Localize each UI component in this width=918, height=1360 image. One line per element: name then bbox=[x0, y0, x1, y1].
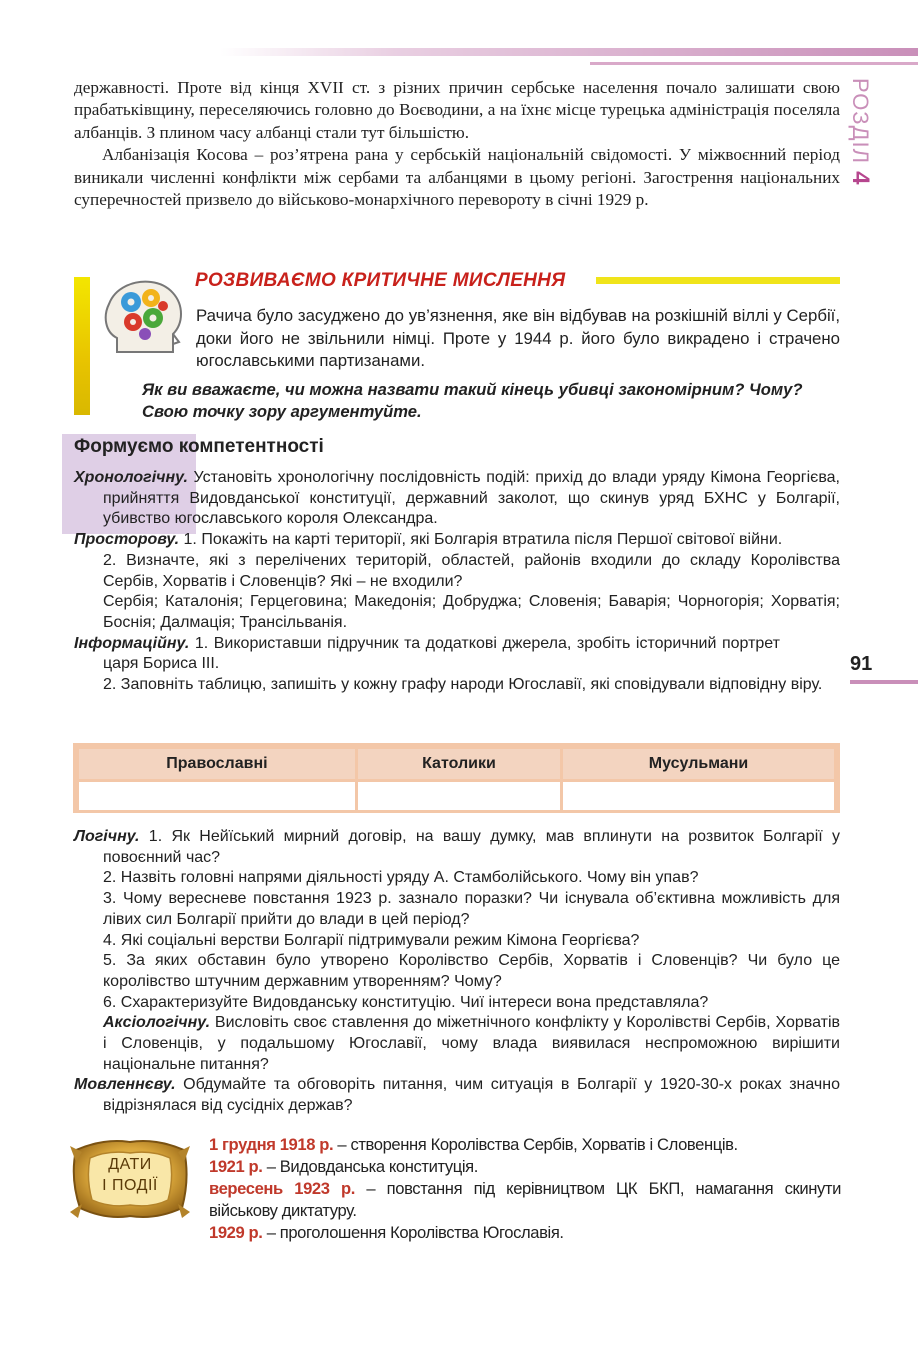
table-row bbox=[79, 782, 834, 810]
dates-list bbox=[209, 1134, 841, 1244]
date-item-2 bbox=[209, 1156, 841, 1178]
speech-label: Мовленнєву. bbox=[74, 1076, 176, 1094]
spatial-text-1: 1. Покажіть на карті території, які Болгарія втратила після Першої світової війни. bbox=[183, 531, 783, 549]
table-header-catholics: Католики bbox=[358, 749, 560, 779]
table-cell-catholics[interactable] bbox=[358, 782, 560, 810]
event-1: – створення Королівства Сербів, Хорватів і Словенців. bbox=[333, 1135, 738, 1154]
date-item-3 bbox=[209, 1178, 841, 1222]
intro-text bbox=[74, 77, 840, 211]
table-header-orthodox: Православні bbox=[79, 749, 355, 779]
chronological-label: Хронологічну. bbox=[74, 469, 188, 486]
critical-thinking-title: РОЗВИВАЄМО КРИТИЧНЕ МИСЛЕННЯ bbox=[195, 270, 566, 291]
spatial-list: Сербія; Каталонія; Герцеговина; Македонія; Добруджа; Словенія; Баварія; Чорногорія; Хорватія; Боснія; Далмація; Трансільванія. bbox=[103, 593, 840, 631]
top-decorative-bar bbox=[220, 48, 918, 56]
critical-thinking-question: Як ви вважаєте, чи можна назвати такий кінець убивці закономірним? Чому? Свою точку зору аргументуйте. bbox=[142, 380, 803, 421]
axiological-label: Аксіологічну. bbox=[103, 1014, 211, 1032]
top-decorative-line bbox=[590, 62, 918, 65]
date-item-1 bbox=[209, 1134, 841, 1156]
badge-line-1: ДАТИ bbox=[108, 1156, 152, 1173]
brain-gears-icon bbox=[97, 272, 189, 364]
event-3: – повстання під керівництвом ЦК БКП, намагання скинути військову диктатуру. bbox=[209, 1179, 841, 1220]
chronological-text: Установіть хронологічну послідовність подій: прихід до влади уряду Кімона Георгієва, прийняття Видовданської конституції, державний заколот, що скинув уряд БХНС у Болгарії, убивство югославського короля Олександра. bbox=[103, 469, 840, 528]
intro-paragraph-1: державності. Проте від кінця XVII ст. з різних причин сербське населення почало залишати свою прабатьківщину, переселяючись головно до Воєводини, а на їхнє місце турецька адміністрація поселяла албанців. З плином часу албанці стали тут більшістю. bbox=[74, 78, 840, 142]
logical-text-1: 1. Як Нейїський мирний договір, на вашу думку, мав вплинути на розвиток Болгарії у повоєнний час? bbox=[103, 828, 840, 866]
section-word: РОЗДІЛ bbox=[848, 78, 873, 165]
event-2: – Видовданська конституція. bbox=[262, 1157, 478, 1176]
date-item-4 bbox=[209, 1222, 841, 1244]
logical-task-3: 3. Чому вересневе повстання 1923 р. зазнало поразки? Чи існувала об’єктивна можливість для лівих сил Болгарії прийти до влади в цей період? bbox=[103, 890, 840, 928]
date-3: вересень 1923 р. bbox=[209, 1179, 355, 1198]
informational-text-1: 1. Використавши підручник та додаткові джерела, зробіть історичний портрет царя Бориса III. bbox=[103, 634, 780, 673]
axiological-task bbox=[74, 1013, 840, 1075]
table-cell-orthodox[interactable] bbox=[79, 782, 355, 810]
date-2: 1921 р. bbox=[209, 1157, 263, 1176]
speech-text: Обдумайте та обговоріть питання, чим ситуація в Болгарії у 1920-30-х роках значно відрізнялася від сусідніх держав? bbox=[103, 1076, 840, 1115]
critical-thinking-heading-line bbox=[596, 277, 840, 284]
date-4: 1929 р. bbox=[209, 1223, 263, 1242]
competencies-block-2 bbox=[74, 827, 840, 1117]
informational-task-2: 2. Заповніть таблицю, запишіть у кожну графу народи Югославії, які сповідували відповідну віру. bbox=[103, 676, 823, 694]
critical-thinking-bar bbox=[74, 277, 90, 415]
event-4: – проголошення Королівства Югославія. bbox=[262, 1223, 564, 1242]
logical-task-1 bbox=[74, 827, 840, 868]
page-number-text: 91 bbox=[850, 653, 873, 675]
section-label bbox=[840, 78, 880, 188]
logical-task-6: 6. Схарактеризуйте Видовданську конституцію. Чиї інтереси вона представляла? bbox=[103, 993, 709, 1011]
informational-task-1 bbox=[74, 634, 840, 675]
section-number: 4 bbox=[847, 171, 874, 186]
spatial-label: Просторову. bbox=[74, 531, 180, 549]
axiological-text: Висловіть своє ставлення до міжетнічного конфлікту у Королівстві Сербів, Хорватів і Словенців, у подальшому Югославії, чому влада виявилася неспроможною вирішити національне питання? bbox=[103, 1014, 841, 1073]
logical-task-4: 4. Які соціальні верстви Болгарії підтримували режим Кімона Георгієва? bbox=[103, 931, 640, 949]
badge-line-2: І ПОДІЇ bbox=[102, 1177, 158, 1194]
speech-task bbox=[74, 1075, 840, 1116]
informational-label: Інформаційну. bbox=[74, 634, 190, 652]
table-cell-muslims[interactable] bbox=[563, 782, 834, 810]
critical-thinking-text: Рачича було засуджено до ув’язнення, яке він відбував на розкішній віллі у Сербії, доки його не звільнили німці. Проте у 1944 р. його було викрадено і страчено югославськими партизанами. bbox=[196, 306, 840, 370]
dates-events-badge-text bbox=[66, 1154, 194, 1196]
date-1: 1 грудня 1918 р. bbox=[209, 1135, 334, 1154]
chronological-task bbox=[74, 468, 840, 530]
competencies-title: Формуємо компетентності bbox=[74, 436, 324, 457]
religion-table bbox=[73, 743, 840, 813]
competencies-block-1 bbox=[74, 468, 840, 696]
table-header-muslims: Мусульмани bbox=[563, 749, 834, 779]
spatial-task-2: 2. Визначте, які з перелічених територій, областей, районів входили до складу Королівства Сербів, Хорватів і Словенців? Які – не входили? bbox=[103, 551, 840, 590]
table-header-row bbox=[79, 749, 834, 779]
intro-paragraph-2: Албанізація Косова – роз’ятрена рана у сербській національній свідомості. У міжвоєнний період виникали численні конфлікти між сербами та албанцями в цьому регіоні. Загострення національних суперечностей призвело до військово-монархічного перевороту в січні 1929 р. bbox=[74, 145, 840, 210]
logical-task-5: 5. За яких обставин було утворено Королівство Сербів, Хорватів і Словенців? Чи було це королівство штучним державним утворенням? Чому? bbox=[103, 952, 840, 990]
spatial-task-1 bbox=[74, 530, 840, 551]
page-number-line bbox=[850, 680, 918, 684]
logical-task-2: 2. Назвіть головні напрями діяльності уряду А. Стамболійського. Чому він упав? bbox=[103, 869, 699, 887]
page-number bbox=[850, 653, 872, 676]
logical-label: Логічну. bbox=[74, 828, 140, 845]
dates-events-badge bbox=[66, 1132, 194, 1224]
